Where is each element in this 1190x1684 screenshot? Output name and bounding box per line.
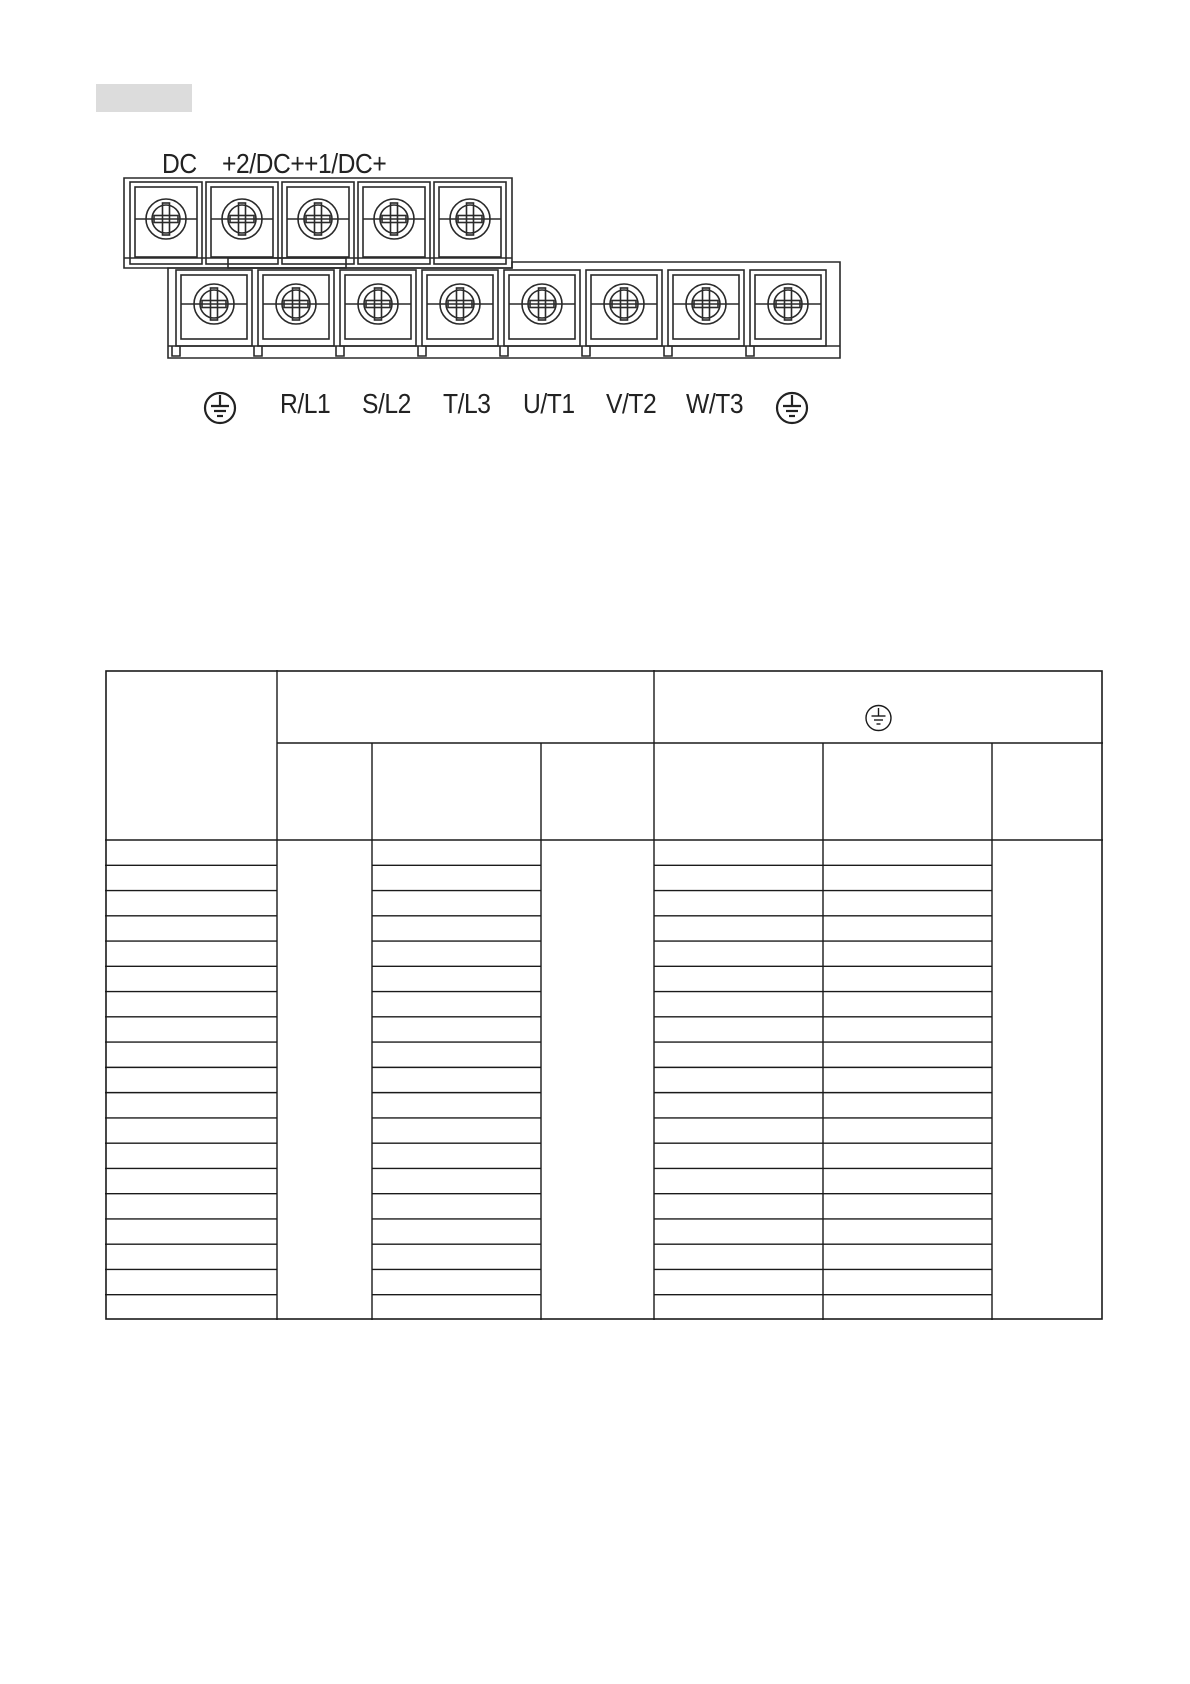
label-dc-plus-1: +1/DC+ bbox=[304, 148, 387, 179]
terminal-block-diagram bbox=[120, 140, 860, 440]
ground-icon bbox=[772, 388, 812, 428]
bottom-terminal bbox=[668, 270, 744, 346]
label-r-l1: R/L1 bbox=[280, 388, 331, 419]
ground-icon bbox=[866, 706, 891, 731]
ground-icon bbox=[200, 388, 240, 428]
label-s-l2: S/L2 bbox=[362, 388, 411, 419]
label-t-l3: T/L3 bbox=[443, 388, 491, 419]
label-dc-plus-2: +2/DC+ bbox=[222, 148, 305, 179]
terminal-clip bbox=[582, 346, 590, 356]
terminal-clip bbox=[500, 346, 508, 356]
label-w-t3: W/T3 bbox=[686, 388, 744, 419]
label-u-t1: U/T1 bbox=[523, 388, 575, 419]
terminal-clip bbox=[418, 346, 426, 356]
jumper-bar bbox=[228, 258, 346, 268]
label-dc-minus: DC bbox=[162, 148, 197, 179]
terminal-clip bbox=[172, 346, 180, 356]
bottom-terminal bbox=[422, 270, 498, 346]
terminal-clip bbox=[336, 346, 344, 356]
top-terminal bbox=[282, 182, 354, 264]
top-terminal bbox=[434, 182, 506, 264]
bottom-terminal bbox=[504, 270, 580, 346]
top-terminal bbox=[206, 182, 278, 264]
wiring-spec-table bbox=[105, 670, 1105, 1330]
bottom-terminal bbox=[750, 270, 826, 346]
bottom-terminal bbox=[586, 270, 662, 346]
terminal-clip bbox=[746, 346, 754, 356]
section-tab bbox=[96, 84, 192, 112]
label-v-t2: V/T2 bbox=[606, 388, 657, 419]
top-terminal bbox=[358, 182, 430, 264]
bottom-terminal bbox=[176, 270, 252, 346]
table-border bbox=[106, 671, 1102, 1319]
bottom-terminal bbox=[258, 270, 334, 346]
bottom-terminal bbox=[340, 270, 416, 346]
terminal-clip bbox=[254, 346, 262, 356]
terminal-clip bbox=[664, 346, 672, 356]
top-terminal bbox=[130, 182, 202, 264]
